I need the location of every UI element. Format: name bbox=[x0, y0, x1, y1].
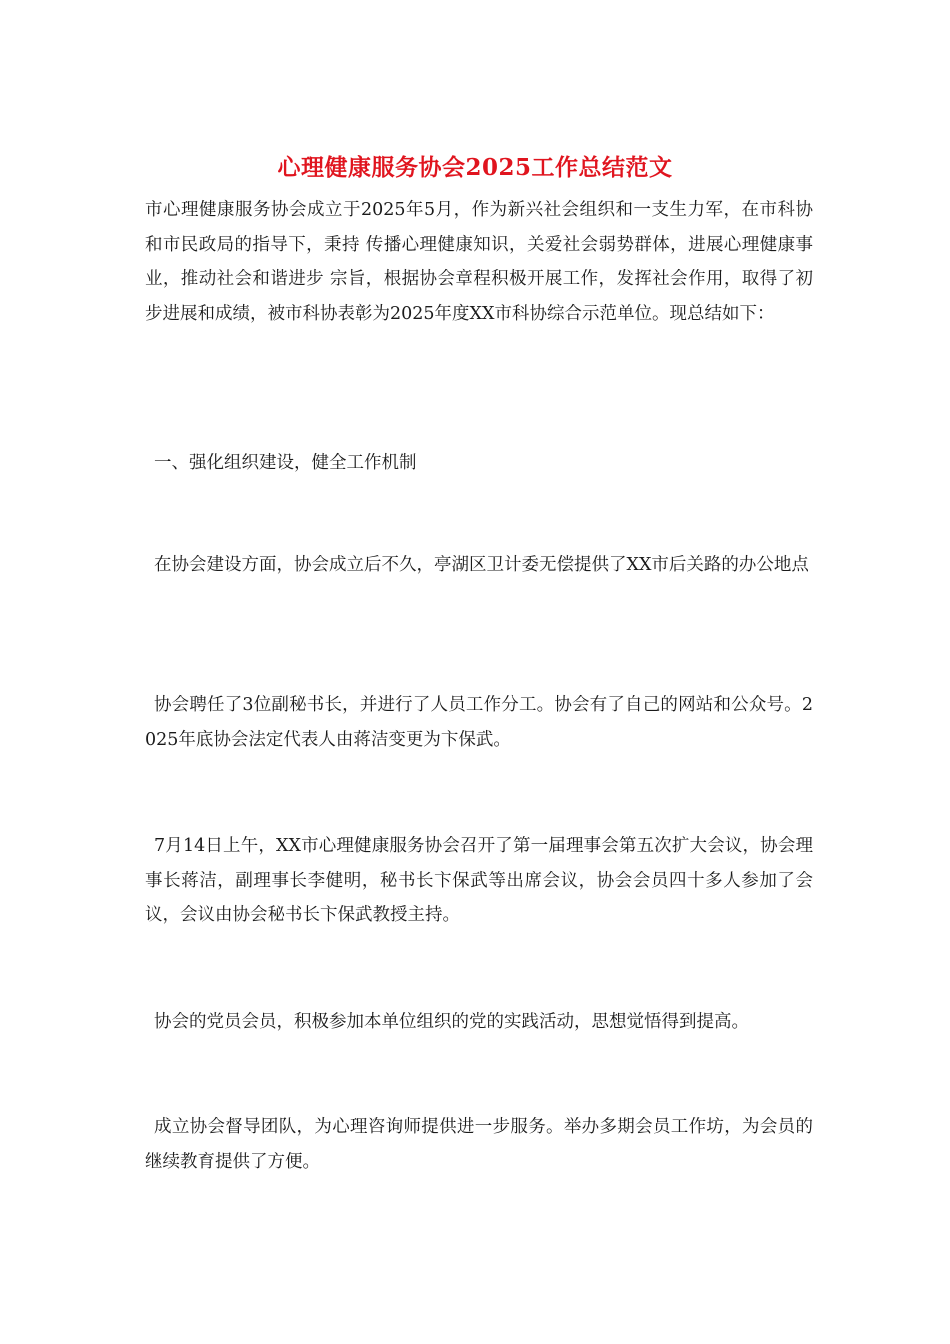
meeting-paragraph: 7月14日上午，XX市心理健康服务协会召开了第一届理事会第五次扩大会议，协会理事长蒋洁，副理事长李健明，秘书长卞保武等出席会议，协会会员四十多人参加了会议，会议由协会秘书长卞保武教授主持。 bbox=[145, 836, 813, 926]
document-title: 心理健康服务协会2025工作总结范文 bbox=[277, 154, 673, 181]
section-heading-1: 一、强化组织建设，健全工作机制 bbox=[154, 453, 417, 473]
office-paragraph: 在协会建设方面，协会成立后不久，亭湖区卫计委无偿提供了XX市后关路的办公地点 bbox=[154, 555, 809, 575]
intro-paragraph: 市心理健康服务协会成立于2025年5月，作为新兴社会组织和一支生力军，在市科协和市民政局的指导下，秉持 传播心理健康知识，关爱社会弱势群体，进展心理健康事业，推动社会和谐进步 宗旨，根据协会章程积极开展工作，发挥社会作用，取得了初步进展和成绩，被市科协表彰为2025年度XX市科协综合示范单位。现总结如下： bbox=[145, 200, 813, 324]
supervision-team-paragraph: 成立协会督导团队，为心理咨询师提供进一步服务。举办多期会员工作坊，为会员的继续教育提供了方便。 bbox=[145, 1117, 813, 1172]
party-members-paragraph: 协会的党员会员，积极参加本单位组织的党的实践活动，思想觉悟得到提高。 bbox=[154, 1012, 749, 1032]
staff-paragraph: 协会聘任了3位副秘书长，并进行了人员工作分工。协会有了自己的网站和公众号。2025年底协会法定代表人由蒋洁变更为卞保武。 bbox=[145, 695, 813, 750]
